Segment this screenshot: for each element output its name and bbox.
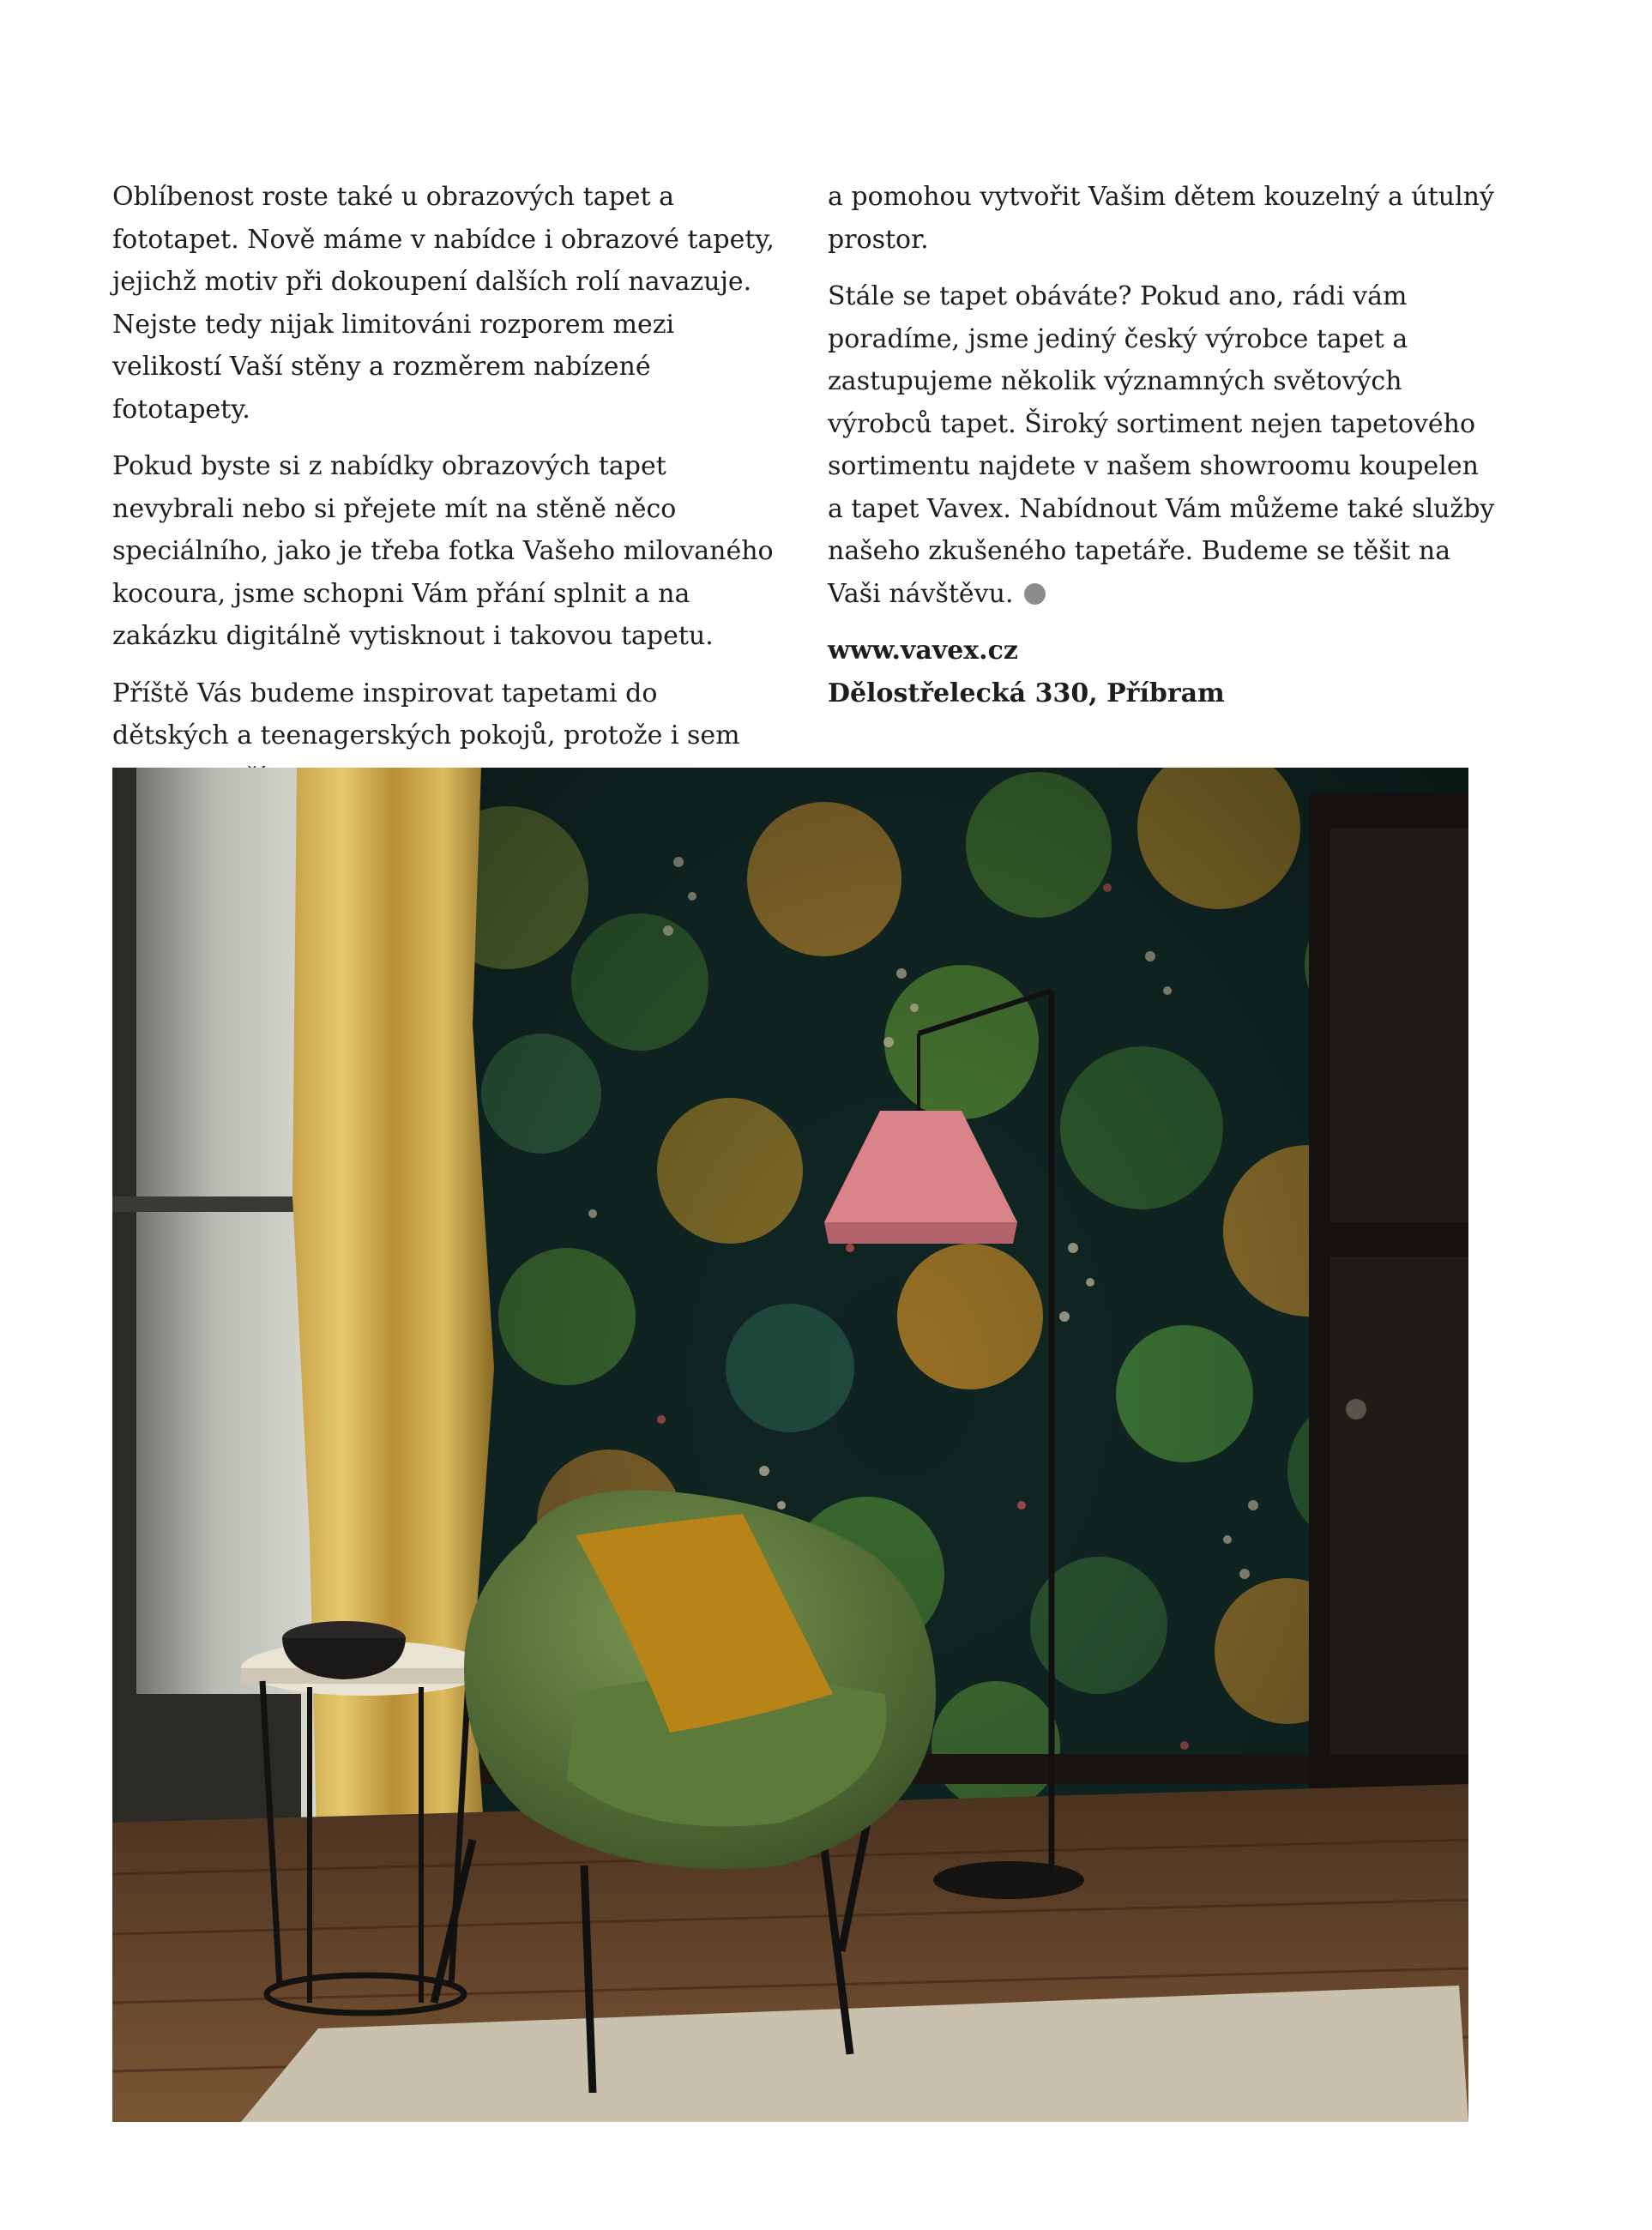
paragraph-showroom-text: Stále se tapet obáváte? Pokud ano, rádi vám poradíme, jsme jediný český výrobce tapet a zastupujeme několik významných světových výrobců tapet. Široký sortiment nejen tapetového sortimentu najdete v našem showroomu koupelen a tapet Vavex. Nabídnout Vám můžeme také služby našeho zkušeného tapetáře. Budeme se těšit na Vaši návštěvu. — [828, 281, 1495, 609]
door-knob — [1346, 1399, 1366, 1419]
paragraph-photo-wallpapers: Oblíbenost roste také u obrazových tapet a fototapet. Nově máme v nabídce i obrazové tapety, jejichž motiv při dokoupení dalších rolí navazuje. Nejste tedy nijak limitováni rozporem mezi velikostí Vaší stěny a rozměrem nabízené fototapety. — [112, 182, 775, 425]
article-column-left — [112, 176, 781, 814]
paragraph-kids-space: a pomohou vytvořit Vašim dětem kouzelný a útulný prostor. — [828, 182, 1494, 255]
paragraph-custom-print: Pokud byste si z nabídky obrazových tapet nevybrali nebo si přejete mít na stěně něco speciálního, jako je třeba fotka Vašeho milovaného kocoura, jsme schopni Vám přání splnit a na zakázku digitálně vytisknout i takovou tapetu. — [112, 451, 774, 651]
interior-photo — [112, 768, 1468, 2122]
address: Dělostřelecká 330, Příbram — [828, 678, 1225, 708]
article-column-right — [828, 176, 1497, 714]
paragraph-showroom — [828, 275, 1497, 615]
contact-block — [828, 630, 1497, 714]
website-link[interactable]: www.vavex.cz — [828, 636, 1018, 666]
paragraph-next-issue: Příště Vás budeme inspirovat tapetami do dětských a teenagerských pokojů, protože i sem — [112, 678, 740, 750]
end-mark-icon — [1024, 583, 1046, 605]
